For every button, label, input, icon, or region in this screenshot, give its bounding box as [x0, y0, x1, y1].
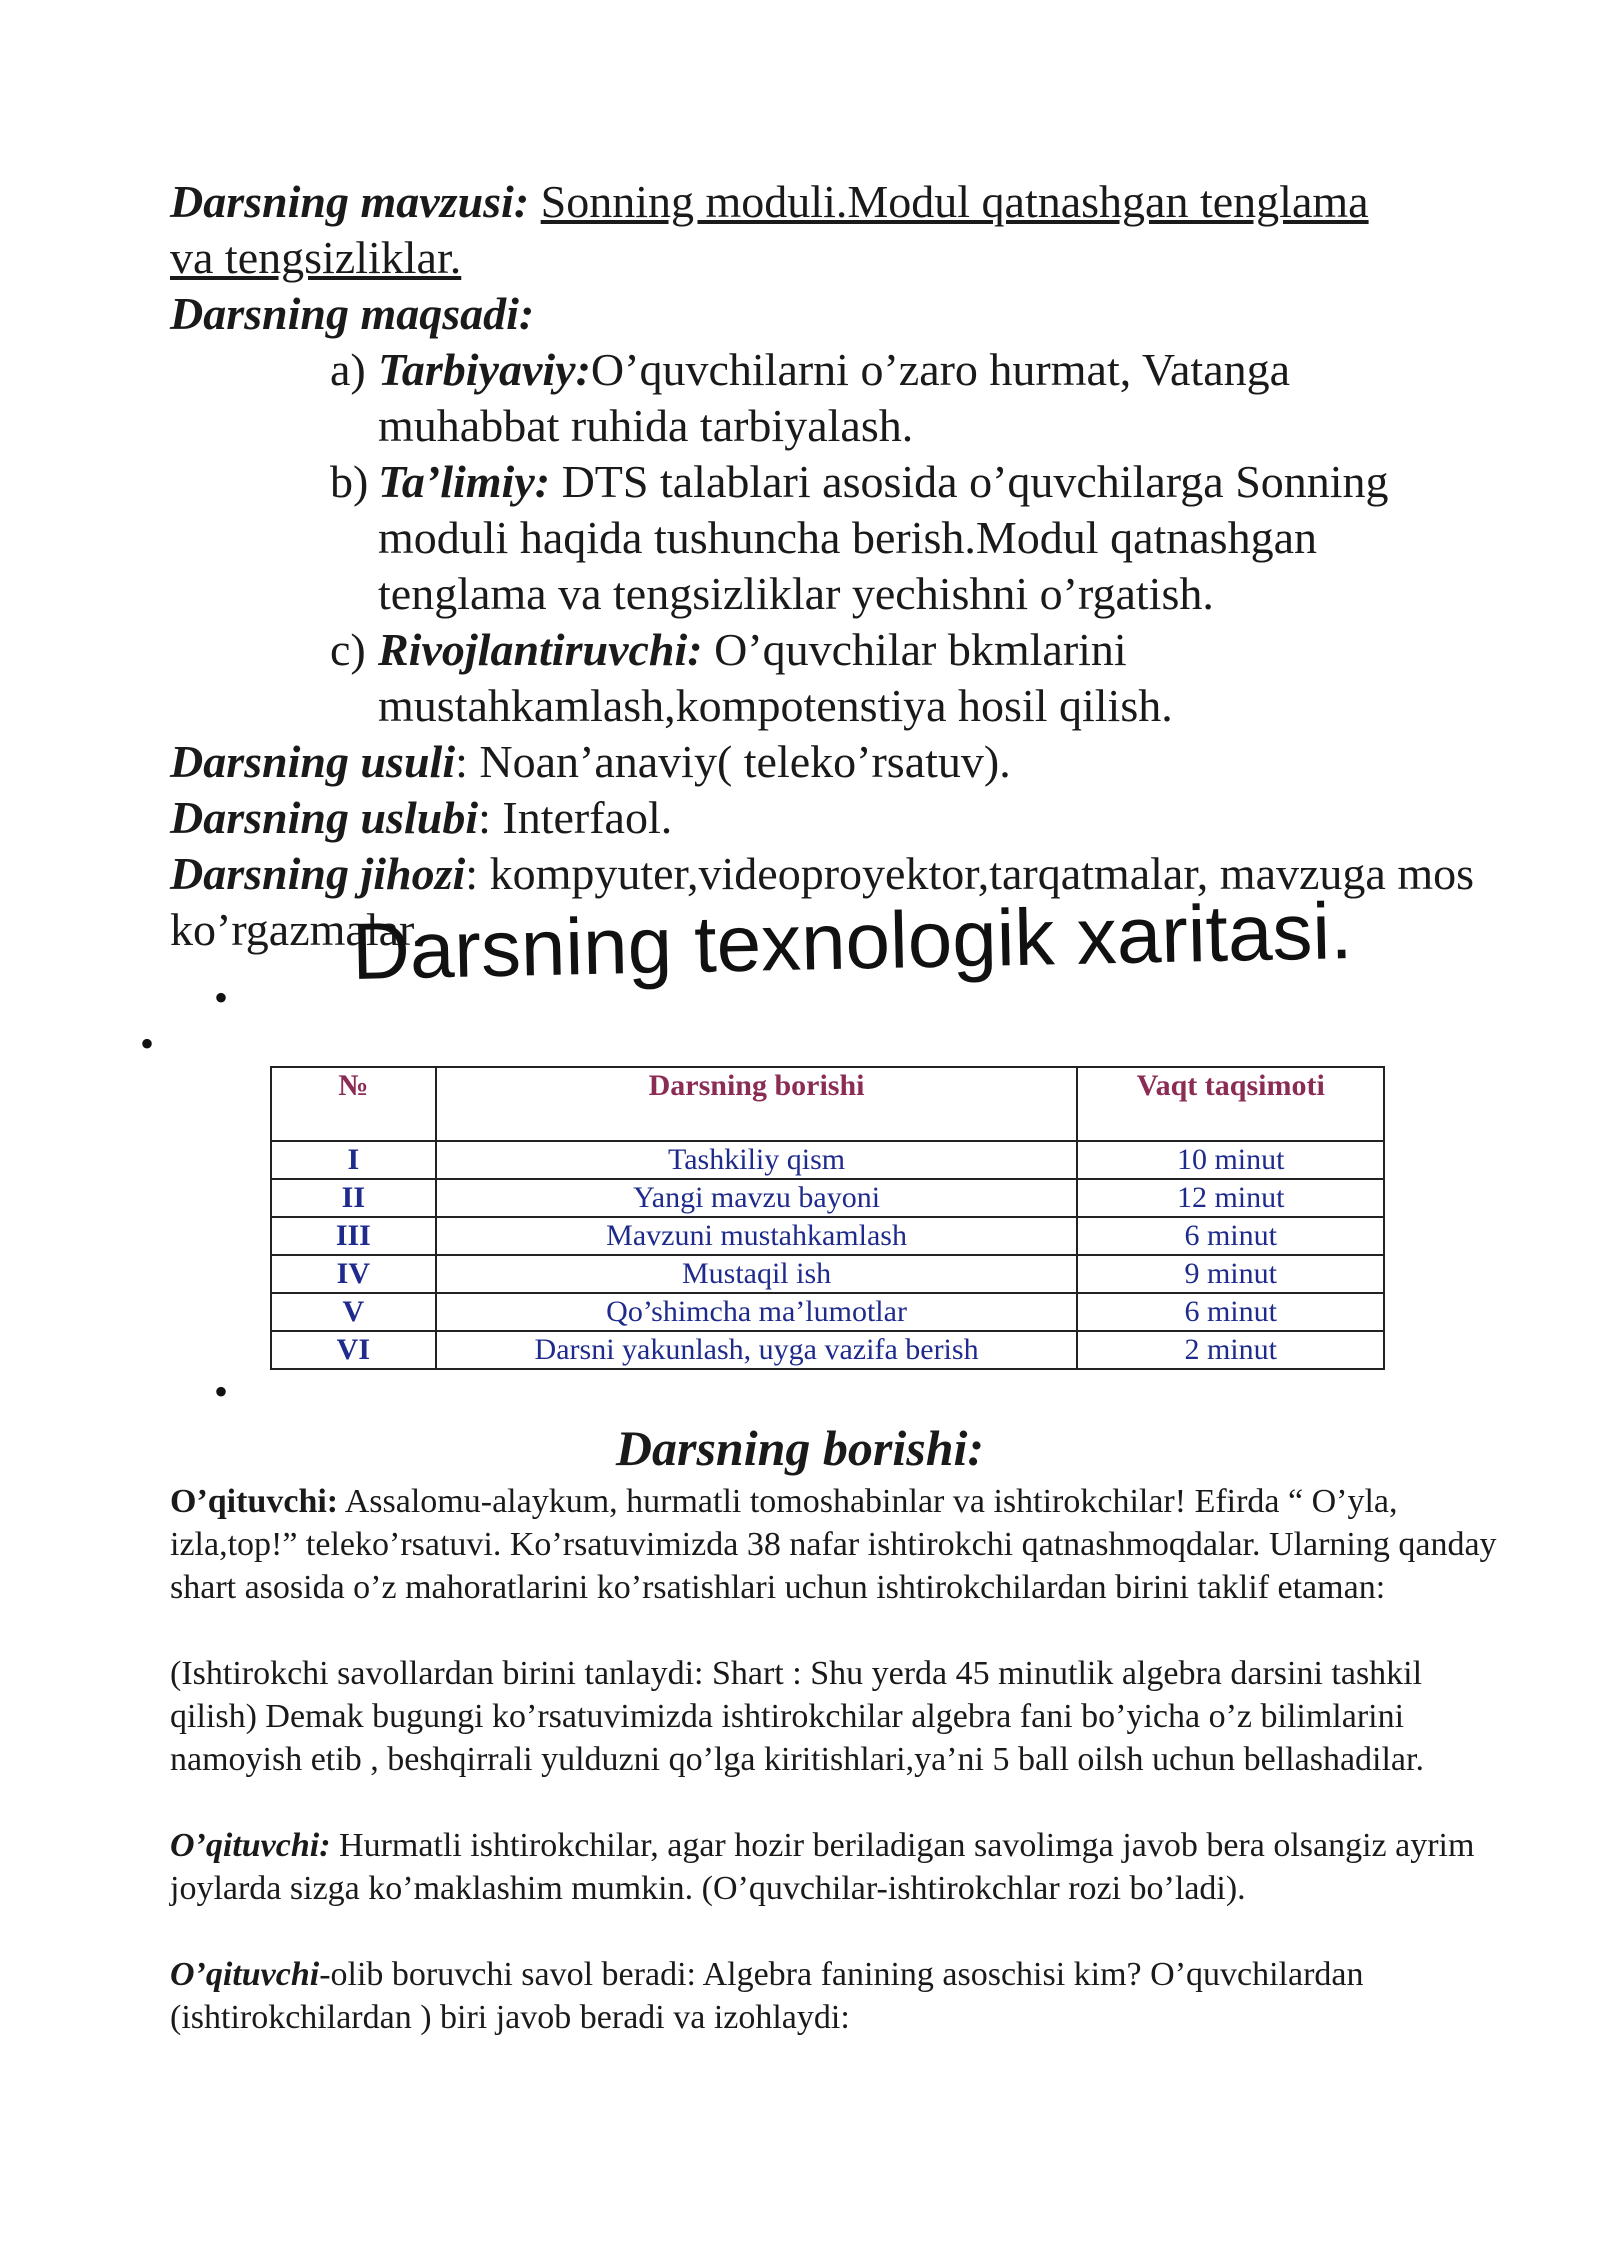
table-row	[271, 1331, 1384, 1369]
bullet-point: •	[140, 1021, 155, 1066]
paragraph-text: (Ishtirokchi savollardan birini tanlaydi: Shart : Shu yerda 45 minutlik algebra darsini tashkil qilish) Demak bugungi ko’rsatuvimizda ishtirokchilar algebra fani bo’yicha o’z bilimlarini namoyish etib , beshqirrali yulduzni qo’lga kiritishlari,ya’ni 5 ball oilsh uchun bellashadilar.	[170, 1655, 1424, 1778]
paragraph-text: Hurmatli ishtirokchilar, agar hozir beriladigan savolimga javob bera olsangiz ayrim joylarda sizga ko’maklashim mumkin. (O’quvchilar-ishtirokchlar rozi bo’ladi).	[170, 1827, 1475, 1907]
aim-item-marker: b)	[330, 456, 369, 507]
aim-item-text: O’quvchilarni o’zaro hurmat, Vatanga muhabbat ruhida tarbiyalash.	[378, 344, 1291, 451]
aim-heading	[170, 286, 1490, 342]
paragraph-speaker: O’qituvchi:	[170, 1827, 331, 1864]
table-cell-number: I	[271, 1141, 436, 1179]
paragraph-speaker: O’qituvchi	[170, 1956, 320, 1993]
table-cell-number: II	[271, 1179, 436, 1217]
aim-item-label: Rivojlantiruvchi:	[378, 624, 703, 675]
table-cell-time: 12 minut	[1077, 1179, 1384, 1217]
aim-item-c	[330, 622, 1470, 734]
aim-item-label: Tarbiyaviy:	[378, 344, 591, 395]
aim-item-text: O’quvchilar bkmlarini mustahkamlash,kompotenstiya hosil qilish.	[378, 624, 1173, 731]
method-line	[170, 734, 1490, 790]
paragraph	[170, 1824, 1500, 1910]
table-row	[271, 1217, 1384, 1255]
table-row	[271, 1141, 1384, 1179]
table-cell-stage: Tashkiliy qism	[436, 1141, 1078, 1179]
topic-label: Darsning mavzusi:	[170, 176, 530, 227]
table-cell-stage: Yangi mavzu bayoni	[436, 1179, 1078, 1217]
paragraph-text: Assalomu-alaykum, hurmatli tomoshabinlar va ishtirokchilar! Efirda “ O’yla, izla,top!” teleko’rsatuvi. Ko’rsatuvimizda 38 nafar ishtirokchi qatnashmoqdalar. Ularning qanday shart asosida o’z mahoratlarini ko’rsatishlari uchun ishtirokchilardan birini taklif etaman:	[170, 1483, 1497, 1606]
table-cell-number: VI	[271, 1331, 436, 1369]
topic-text-2: va tengsizliklar.	[170, 232, 462, 283]
table-header-row	[271, 1067, 1384, 1141]
paragraph-text: -olib boruvchi savol beradi: Algebra fanining asoschisi kim? O’quvchilardan (ishtirokchilardan ) biri javob beradi va izohlaydi:	[170, 1956, 1364, 2036]
table-cell-time: 9 minut	[1077, 1255, 1384, 1293]
table-cell-stage: Darsni yakunlash, uyga vazifa berish	[436, 1331, 1078, 1369]
equipment-text: : kompyuter,videoproyektor,tarqatmalar, mavzuga mos ko’rgazmalar.	[170, 848, 1475, 955]
lesson-plan-table	[270, 1066, 1385, 1370]
table-header-time: Vaqt taqsimoti	[1077, 1067, 1384, 1141]
paragraph	[170, 1480, 1500, 1609]
bullet-point: •	[214, 975, 229, 1020]
style-line	[170, 790, 1490, 846]
table-cell-stage: Mustaqil ish	[436, 1255, 1078, 1293]
table-cell-time: 2 minut	[1077, 1331, 1384, 1369]
table-cell-stage: Mavzuni mustahkamlash	[436, 1217, 1078, 1255]
paragraph	[170, 1652, 1500, 1781]
table-cell-number: V	[271, 1293, 436, 1331]
equipment-label: Darsning jihozi	[170, 848, 466, 899]
table-cell-time: 6 minut	[1077, 1217, 1384, 1255]
aim-item-marker: c)	[330, 624, 366, 675]
technological-map-title: Darsning texnologik xaritasi.	[351, 886, 1354, 996]
table-cell-stage: Qo’shimcha ma’lumotlar	[436, 1293, 1078, 1331]
method-label: Darsning usuli	[170, 736, 456, 787]
aim-item-text: DTS talablari asosida o’quvchilarga Sonning moduli haqida tushuncha berish.Modul qatnashgan tenglama va tengsizliklar yechishni o’rgatish.	[378, 456, 1389, 619]
aim-item-label: Ta’limiy:	[378, 456, 551, 507]
table-cell-time: 6 minut	[1077, 1293, 1384, 1331]
aim-item-marker: a)	[330, 344, 366, 395]
method-text: : Noan’anaviy( teleko’rsatuv).	[455, 736, 1011, 787]
style-label: Darsning uslubi	[170, 792, 479, 843]
topic-line-2	[170, 230, 1490, 286]
topic-text-1: Sonning moduli.Modul qatnashgan tenglama	[540, 176, 1369, 227]
paragraph-speaker: O’qituvchi:	[170, 1483, 339, 1520]
table-header-number: №	[271, 1067, 436, 1141]
table-row	[271, 1179, 1384, 1217]
paragraph	[170, 1953, 1500, 2039]
aim-item-a	[330, 342, 1470, 454]
table-row	[271, 1293, 1384, 1331]
topic-line	[170, 174, 1490, 230]
progress-title: Darsning borishi:	[615, 1420, 985, 1476]
bullet-point: •	[214, 1369, 229, 1414]
aim-item-b	[330, 454, 1470, 622]
table-cell-number: IV	[271, 1255, 436, 1293]
style-text: : Interfaol.	[478, 792, 673, 843]
table-cell-time: 10 minut	[1077, 1141, 1384, 1179]
aim-label: Darsning maqsadi:	[170, 288, 535, 339]
table-row	[271, 1255, 1384, 1293]
table-cell-number: III	[271, 1217, 436, 1255]
table-header-stage: Darsning borishi	[436, 1067, 1078, 1141]
